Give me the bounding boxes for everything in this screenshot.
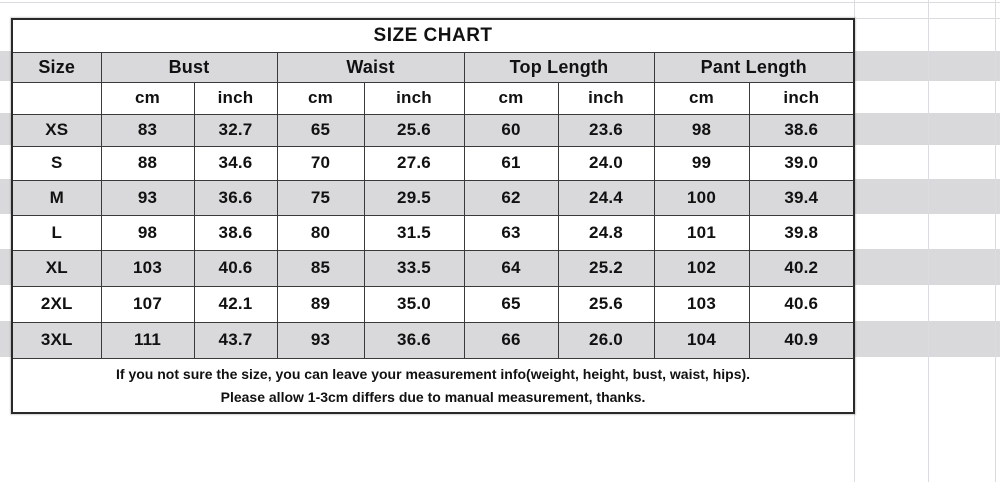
- measurement-cell: 88: [101, 146, 194, 180]
- measurement-cell: 43.7: [194, 322, 277, 358]
- measurement-cell: 103: [654, 286, 749, 322]
- column-header-top-length: Top Length: [464, 52, 654, 82]
- size-row-2xl: [12, 286, 854, 322]
- unit-header: cm: [277, 82, 364, 114]
- measurement-cell: 93: [101, 180, 194, 215]
- note-line-1: If you not sure the size, you can leave your measurement info(weight, height, bust, waist, hips).: [116, 365, 751, 382]
- note-line-2: Please allow 1-3cm differs due to manual measurement, thanks.: [220, 388, 646, 405]
- size-label: XS: [12, 114, 101, 146]
- notes-cell: [12, 358, 854, 413]
- measurement-cell: 83: [101, 114, 194, 146]
- size-row-m: [12, 180, 854, 215]
- measurement-cell: 60: [464, 114, 558, 146]
- measurement-cell: 40.9: [749, 322, 854, 358]
- measurement-cell: 66: [464, 322, 558, 358]
- measurement-cell: 24.0: [558, 146, 654, 180]
- measurement-cell: 98: [101, 215, 194, 250]
- measurement-cell: 25.2: [558, 250, 654, 286]
- measurement-cell: 64: [464, 250, 558, 286]
- size-chart-title: SIZE CHART: [12, 19, 854, 52]
- size-row-l: [12, 215, 854, 250]
- size-row-3xl: [12, 322, 854, 358]
- unit-row: [12, 82, 854, 114]
- measurement-cell: 93: [277, 322, 364, 358]
- size-label: XL: [12, 250, 101, 286]
- measurement-cell: 29.5: [364, 180, 464, 215]
- measurement-cell: 40.6: [194, 250, 277, 286]
- measurement-cell: 80: [277, 215, 364, 250]
- size-row-xs: [12, 114, 854, 146]
- unit-header: inch: [194, 82, 277, 114]
- measurement-cell: 26.0: [558, 322, 654, 358]
- size-chart-table: [11, 18, 855, 414]
- measurement-cell: 98: [654, 114, 749, 146]
- measurement-cell: 100: [654, 180, 749, 215]
- measurement-cell: 31.5: [364, 215, 464, 250]
- measurement-cell: 40.6: [749, 286, 854, 322]
- measurement-cell: 61: [464, 146, 558, 180]
- grid-line: [0, 2, 1000, 3]
- measurement-cell: 103: [101, 250, 194, 286]
- measurement-cell: 65: [277, 114, 364, 146]
- grid-line: [928, 0, 929, 482]
- size-row-xl: [12, 250, 854, 286]
- measurement-cell: 36.6: [194, 180, 277, 215]
- measurement-cell: 39.8: [749, 215, 854, 250]
- measurement-cell: 25.6: [364, 114, 464, 146]
- measurement-cell: 25.6: [558, 286, 654, 322]
- measurement-cell: 62: [464, 180, 558, 215]
- unit-header: inch: [749, 82, 854, 114]
- unit-header: cm: [654, 82, 749, 114]
- measurement-cell: 24.4: [558, 180, 654, 215]
- measurement-cell: 101: [654, 215, 749, 250]
- grid-line: [995, 0, 996, 482]
- grid-line: [854, 0, 855, 18]
- measurement-cell: 38.6: [749, 114, 854, 146]
- measurement-cell: 75: [277, 180, 364, 215]
- measurement-cell: 34.6: [194, 146, 277, 180]
- measurement-cell: 70: [277, 146, 364, 180]
- measurement-cell: 27.6: [364, 146, 464, 180]
- column-header-size: Size: [12, 52, 101, 82]
- measurement-cell: 24.8: [558, 215, 654, 250]
- measurement-cell: 38.6: [194, 215, 277, 250]
- unit-header: cm: [101, 82, 194, 114]
- size-label: L: [12, 215, 101, 250]
- measurement-cell: 104: [654, 322, 749, 358]
- size-label: M: [12, 180, 101, 215]
- measurement-cell: 23.6: [558, 114, 654, 146]
- unit-header: inch: [558, 82, 654, 114]
- title-row: [12, 19, 854, 52]
- column-header-pant-length: Pant Length: [654, 52, 854, 82]
- measurement-cell: 42.1: [194, 286, 277, 322]
- measurement-cell: 36.6: [364, 322, 464, 358]
- size-row-s: [12, 146, 854, 180]
- unit-header: inch: [364, 82, 464, 114]
- column-header-bust: Bust: [101, 52, 277, 82]
- grid-line: [854, 413, 855, 482]
- measurement-cell: 99: [654, 146, 749, 180]
- size-label: 3XL: [12, 322, 101, 358]
- header-row: [12, 52, 854, 82]
- unit-empty-cell: [12, 82, 101, 114]
- notes-wrap: [13, 366, 853, 405]
- size-rows: [12, 114, 854, 358]
- measurement-cell: 63: [464, 215, 558, 250]
- size-label: S: [12, 146, 101, 180]
- measurement-cell: 111: [101, 322, 194, 358]
- measurement-cell: 89: [277, 286, 364, 322]
- size-label: 2XL: [12, 286, 101, 322]
- measurement-cell: 107: [101, 286, 194, 322]
- measurement-cell: 35.0: [364, 286, 464, 322]
- measurement-cell: 102: [654, 250, 749, 286]
- measurement-cell: 65: [464, 286, 558, 322]
- measurement-cell: 85: [277, 250, 364, 286]
- measurement-cell: 32.7: [194, 114, 277, 146]
- notes-row: [12, 358, 854, 413]
- measurement-cell: 39.4: [749, 180, 854, 215]
- column-header-waist: Waist: [277, 52, 464, 82]
- measurement-cell: 33.5: [364, 250, 464, 286]
- measurement-cell: 40.2: [749, 250, 854, 286]
- measurement-cell: 39.0: [749, 146, 854, 180]
- unit-header: cm: [464, 82, 558, 114]
